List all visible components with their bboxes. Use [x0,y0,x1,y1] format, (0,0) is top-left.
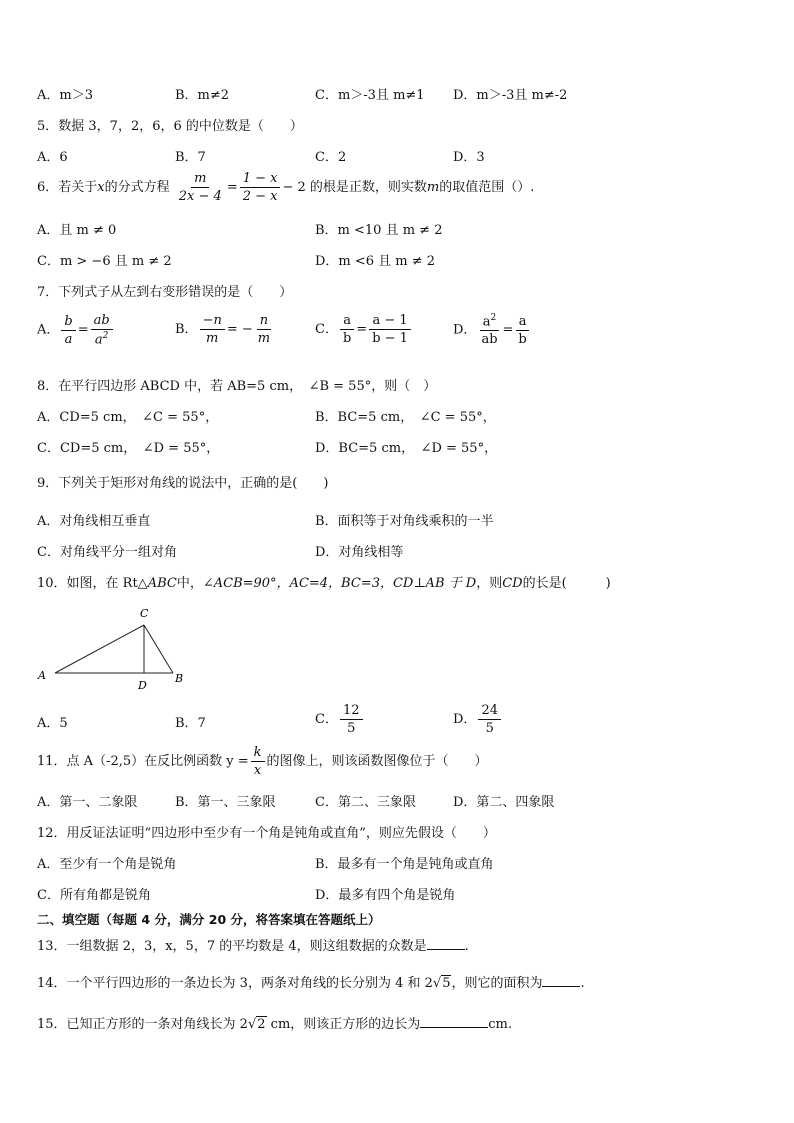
q10-option-b: B．7 [175,716,206,731]
q11-option-c: C．第二、三象限 [315,795,416,810]
q10-label-b: B [175,672,184,685]
q8-option-d: D．BC=5 cm， ∠D = 55°， [315,441,498,456]
q14-sqrt-radicand: 5 [442,976,451,991]
q6-f1-den: 2x − 4 [178,189,222,204]
q10-c-fraction [340,704,363,735]
q7-d-right-den: b [518,331,527,347]
q7-c-left-den: b [342,331,352,346]
q14-pre: 14．一个平行四边形的一条边长为 3，两条对角线的长分别为 4 和 2 [37,976,433,991]
q6-tail: − 2 的根是正数，则实数 [282,180,427,195]
q7-c-eq: = [356,322,368,337]
q6-eq: = [226,180,238,195]
q10-condition: ∠ACB=90°，AC=4，BC=3，CD⊥AB 于 D [202,576,477,591]
q9-option-b: B．面积等于对角线乘积的一半 [315,514,494,529]
q6-option-d: D．m <6 且 m ≠ 2 [315,254,436,269]
q10-d-fraction [478,704,501,735]
q10-option-a: A．5 [37,716,68,731]
q6-fraction-1 [176,172,225,203]
q7-a-right [91,314,113,346]
q11-stem-post: 的图像上，则该函数图像位于（ ） [266,754,488,769]
q7-option-c [315,314,413,345]
q6-stem-post: 的取值范围（）. [439,180,535,195]
q10-triangle-figure [30,602,200,694]
q7-d-eq: = [502,322,514,338]
q9-option-a: A．对角线相互垂直 [37,514,151,529]
q11-stem [37,746,488,777]
q10-stem-pre: 10．如图，在 Rt△ [37,576,148,591]
q10-c-label: C． [315,712,338,727]
q15-answer-blank[interactable] [420,1027,488,1028]
q6-f2-num: 1 − x [240,172,281,188]
q15-pre: 15．已知正方形的一条对角线长为 2 [37,1017,248,1032]
q11-option-a: A．第一、二象限 [37,795,138,810]
q12-option-b: B．最多有一个角是钝角或直角 [315,857,494,872]
q9-stem: 9．下列关于矩形对角线的说法中，正确的是( ) [37,476,329,491]
q14-post: . [580,976,585,991]
q7-option-b [175,314,275,345]
q10-side-bc [144,625,173,673]
q7-a-left [61,315,75,346]
q15-stem [37,1013,512,1032]
q6-option-b: B．m <10 且 m ≠ 2 [315,223,443,238]
q14-sqrt: √5 [432,976,451,991]
q12-stem: 12．用反证法证明“四边形中至少有一个角是钝角或直角”，则应先假设（ ） [37,826,496,841]
q10-stem-mid1: 中， [176,576,203,591]
q6-f2-den: 2 − x [242,189,278,204]
q10-c-den: 5 [347,721,356,736]
q15-post: cm. [488,1017,513,1032]
q7-a-right-den [92,330,112,346]
q7-d-label: D． [453,322,477,338]
q5-option-d: D．3 [453,150,485,165]
q7-c-left [340,314,354,345]
q6-var-m: m [426,180,440,195]
q7-b-mid: = − [226,322,253,337]
q6-option-c: C．m > −6 且 m ≠ 2 [37,254,172,269]
q6-stem-mid: 的分式方程 [104,180,170,195]
q7-a-label: A． [37,322,60,338]
q7-stem: 7．下列式子从左到右变形错误的是（ ） [37,285,293,300]
q7-a-left-num: b [61,315,75,331]
q10-option-c [315,704,365,735]
q8-option-a: A．CD=5 cm， ∠C = 55°， [37,410,219,425]
q15-sqrt-radicand: 2 [257,1017,266,1032]
q14-mid: ，则它的面积为 [451,976,543,991]
q7-b-right [255,314,273,345]
q11-stem-pre: 11．点 A（-2,5）在反比例函数 y = [37,754,249,769]
q6-var-x: x [97,180,105,195]
q7-d-left-num-sup: 2 [490,313,497,323]
q10-stem [37,572,611,591]
q7-b-left-num: −n [200,314,225,330]
q9-option-c: C．对角线平分一组对角 [37,545,177,560]
q6-stem [37,172,534,203]
q7-b-left-den: m [206,331,219,346]
q10-d-num: 24 [478,704,501,720]
q8-stem: 8．在平行四边形 ABCD 中，若 AB=5 cm， ∠B = 55°，则（ ） [37,379,437,394]
q11-option-b: B．第一、三象限 [175,795,276,810]
q11-fraction [251,746,265,777]
q7-d-left-num-base: a [482,314,491,330]
q5-option-b: B．7 [175,150,206,165]
section-heading-fill-in: 二、填空题（每题 4 分，满分 20 分，将答案填在答题纸上） [37,912,381,927]
q10-option-d [453,704,503,735]
q10-abc: ABC [147,576,177,591]
q7-a-right-den-base: a [94,332,103,348]
q4-option-c: C．m＞-3且 m≠1 [315,88,425,103]
q7-option-a [37,314,115,346]
q10-label-c: C [140,607,149,620]
q10-stem-post: 的长是( ) [522,576,611,591]
q7-d-left [478,314,500,346]
q7-a-right-num: ab [91,314,113,330]
q7-option-d [453,314,532,346]
q8-option-c: C．CD=5 cm， ∠D = 55°， [37,441,220,456]
q13-post: . [464,939,469,954]
q6-f1-num: m [191,172,209,188]
q10-cd: CD [502,576,523,591]
q7-c-right-den: b − 1 [372,331,408,346]
q7-b-left [200,314,225,345]
q5-option-a: A．6 [37,150,68,165]
q4-option-a: A．m＞3 [37,88,93,103]
q15-mid: cm，则该正方形的边长为 [266,1017,421,1032]
q10-label-d: D [138,679,147,692]
q7-a-left-den: a [64,331,73,347]
q6-option-a: A．且 m ≠ 0 [37,223,117,238]
q12-option-c: C．所有角都是锐角 [37,888,151,903]
q12-option-d: D．最多有四个角是锐角 [315,888,456,903]
q7-b-label: B． [175,322,198,337]
q7-a-eq: = [77,322,89,338]
q13-pre: 13．一组数据 2，3，x，5，7 的平均数是 4，则这组数据的众数是 [37,939,427,954]
q13-stem [37,935,469,954]
q8-option-b: B．BC=5 cm， ∠C = 55°， [315,410,496,425]
q11-f-den: x [253,763,262,778]
q6-fraction-2 [240,172,281,203]
q14-answer-blank[interactable] [542,986,580,987]
q7-b-right-num: n [257,314,271,330]
q10-label-a: A [38,669,46,682]
q9-option-d: D．对角线相等 [315,545,404,560]
q10-c-num: 12 [340,704,363,720]
q5-stem: 5．数据 3，7，2，6，6 的中位数是（ ） [37,119,303,134]
q7-c-right [369,314,411,345]
q10-stem-mid2: ，则 [476,576,503,591]
q7-d-right-num: a [516,315,530,331]
q15-sqrt: √2 [247,1017,266,1032]
q7-a-right-den-sup: 2 [102,331,109,341]
q10-d-den: 5 [485,721,494,736]
q5-option-c: C．2 [315,150,347,165]
q13-answer-blank[interactable] [427,949,465,950]
q7-d-left-num [480,314,500,331]
q7-d-right [515,315,529,346]
q4-option-b: B．m≠2 [175,88,230,103]
q4-option-d: D．m＞-3且 m≠-2 [453,88,568,103]
q14-stem [37,972,585,991]
q11-f-num: k [251,746,265,762]
q7-c-right-num: a − 1 [369,314,410,330]
q12-option-a: A．至少有一个角是锐角 [37,857,177,872]
q7-c-left-num: a [340,314,354,330]
q10-d-label: D． [453,712,477,727]
q6-stem-pre: 6．若关于 [37,180,98,195]
q7-b-right-den: m [257,331,271,346]
q7-c-label: C． [315,322,338,337]
q11-option-d: D．第二、四象限 [453,795,555,810]
q7-d-left-den: ab [481,332,498,348]
q10-side-ac [55,625,144,673]
